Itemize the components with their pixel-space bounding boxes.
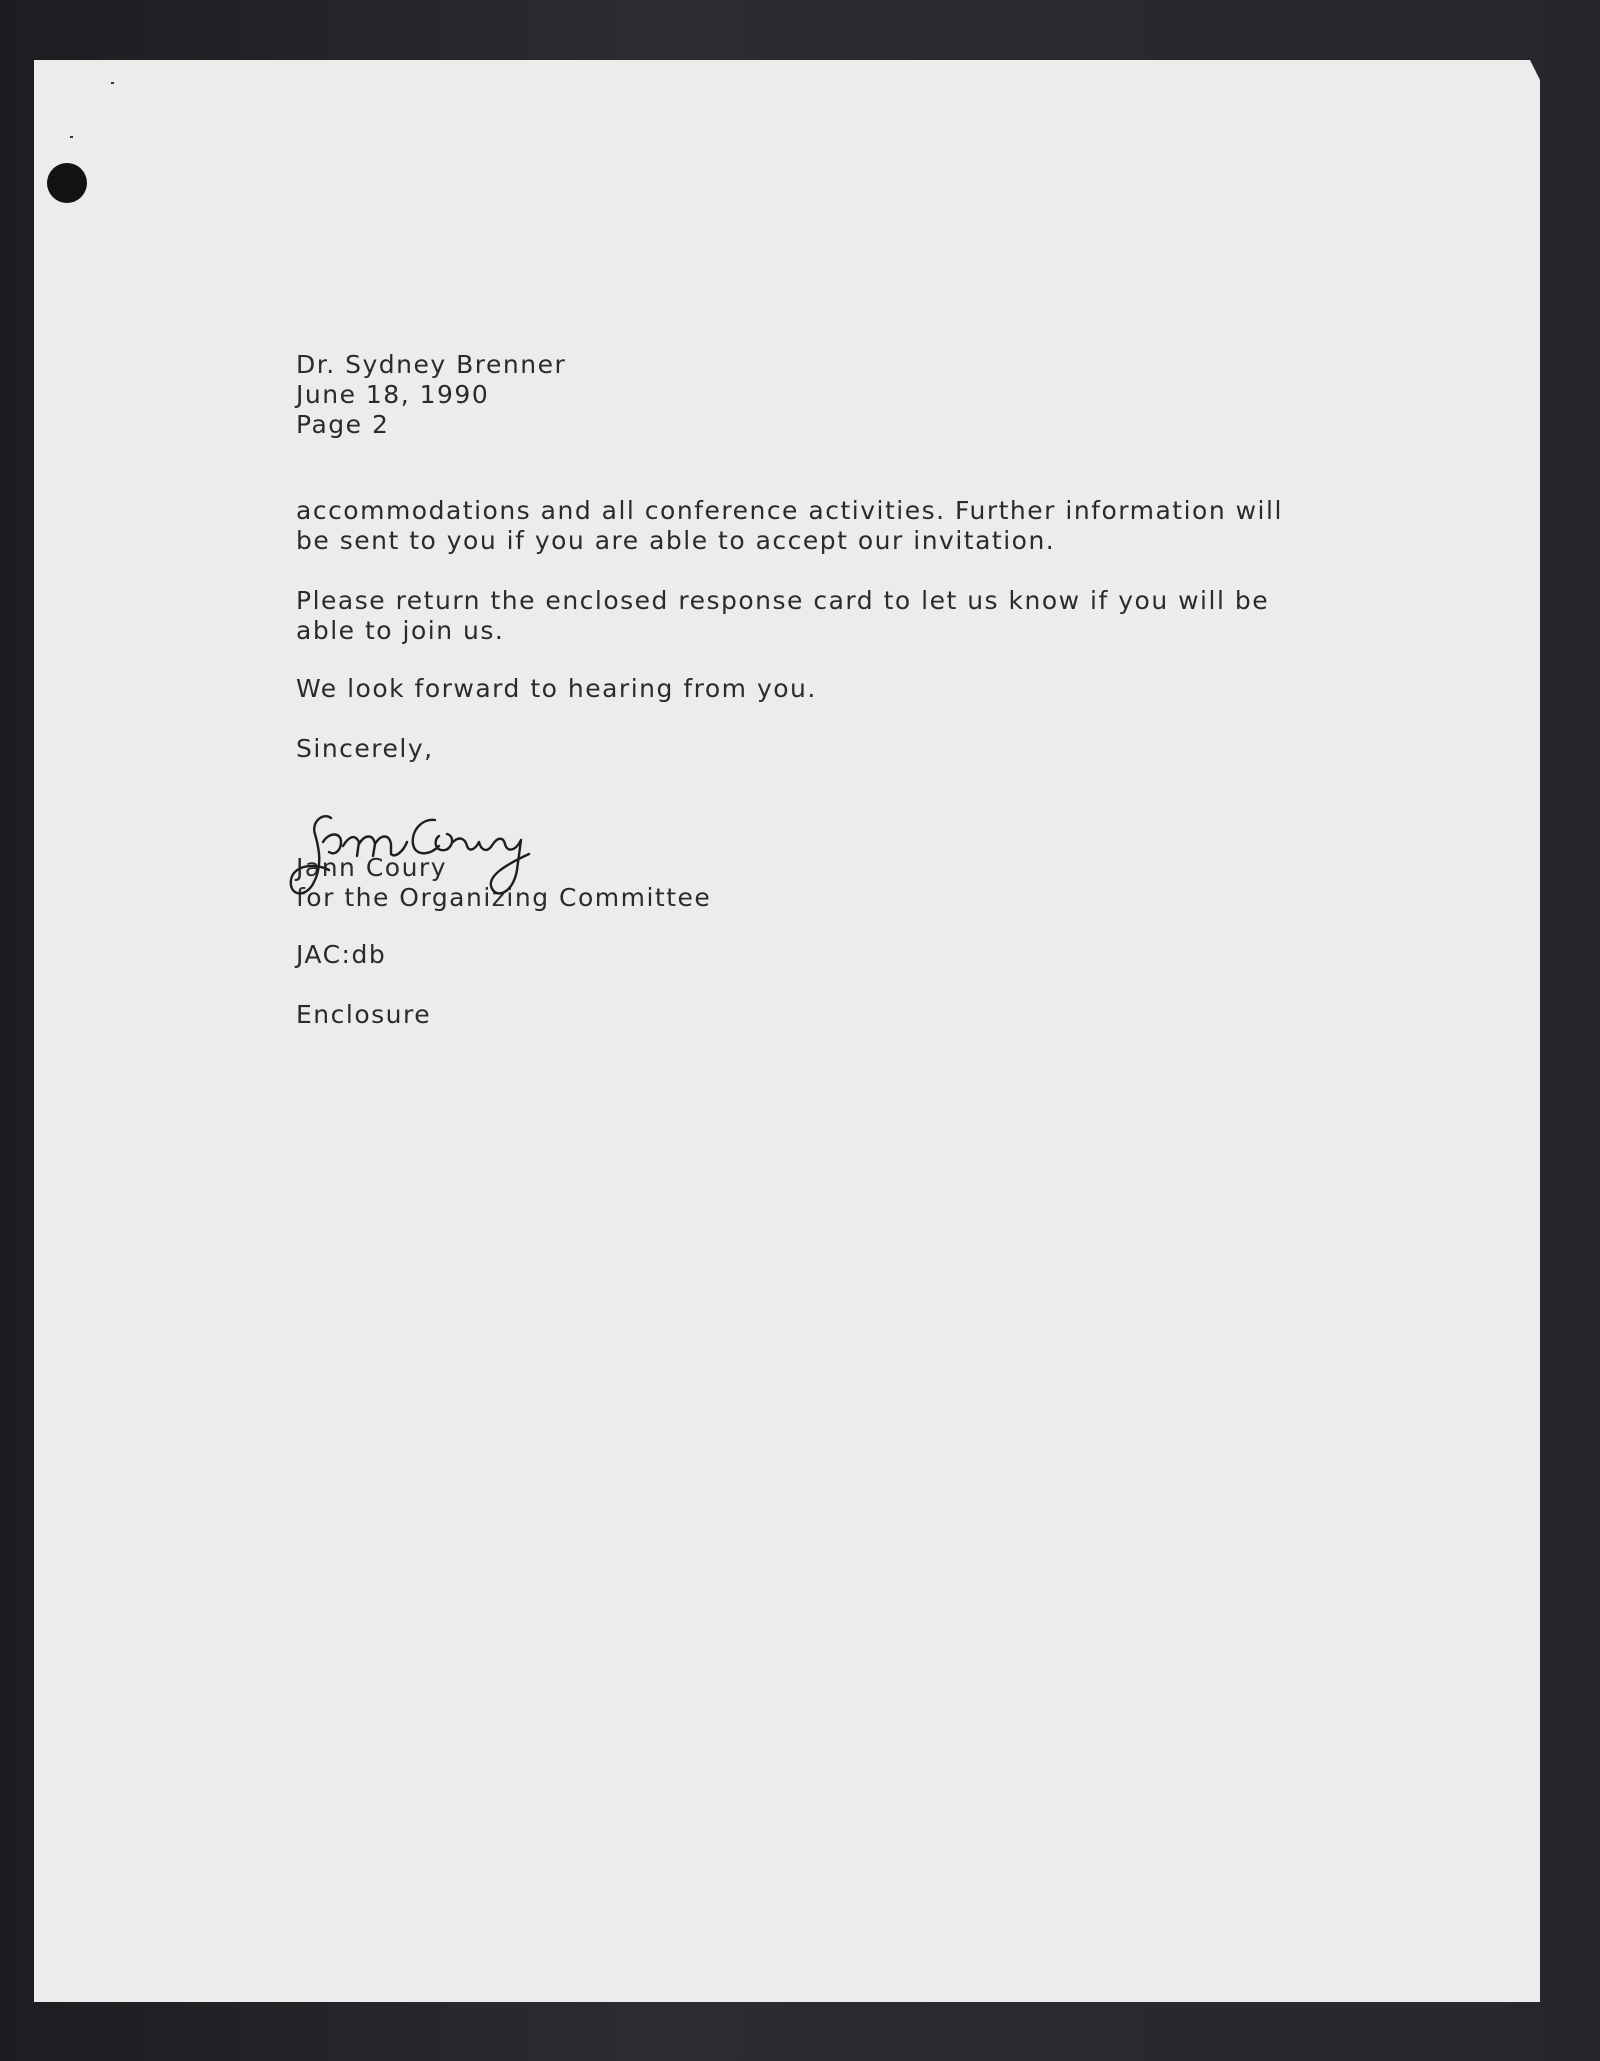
- paper-speck: [70, 136, 73, 138]
- closing-text: Sincerely,: [296, 734, 434, 763]
- paper-speck: [111, 82, 114, 84]
- paragraph-line: be sent to you if you are able to accept our invitation.: [296, 526, 1056, 555]
- signature-stroke-j: [291, 816, 331, 893]
- enclosure-text: Enclosure: [296, 1000, 432, 1029]
- reference-initials: [296, 940, 386, 970]
- enclosure-notation: [296, 1000, 431, 1030]
- paragraph-line: Please return the enclosed response card to let us know if you will be: [296, 586, 1270, 615]
- closing-salutation: [296, 734, 434, 764]
- punch-hole: [47, 163, 87, 203]
- reference-initials-text: JAC:db: [296, 940, 387, 969]
- letter-date: June 18, 1990: [296, 380, 490, 409]
- signature-stroke-oury: [436, 834, 529, 893]
- letter-page: [34, 60, 1540, 2002]
- paragraph-line: able to join us.: [296, 616, 505, 645]
- signature-stroke-c: [413, 820, 439, 853]
- paragraph-line: We look forward to hearing from you.: [296, 674, 817, 703]
- paragraph-1: [296, 496, 1283, 556]
- signature-stroke-ann: [323, 835, 407, 857]
- handwritten-signature: [283, 800, 593, 910]
- paragraph-3: [296, 674, 817, 704]
- letter-header: [296, 350, 566, 440]
- recipient-name: Dr. Sydney Brenner: [296, 350, 567, 379]
- paragraph-line: accommodations and all conference activities. Further information will: [296, 496, 1283, 525]
- paragraph-2: [296, 586, 1269, 646]
- signer-name: Jann Coury: [296, 853, 447, 882]
- page-number: Page 2: [296, 410, 390, 439]
- signer-title: for the Organizing Committee: [296, 883, 712, 912]
